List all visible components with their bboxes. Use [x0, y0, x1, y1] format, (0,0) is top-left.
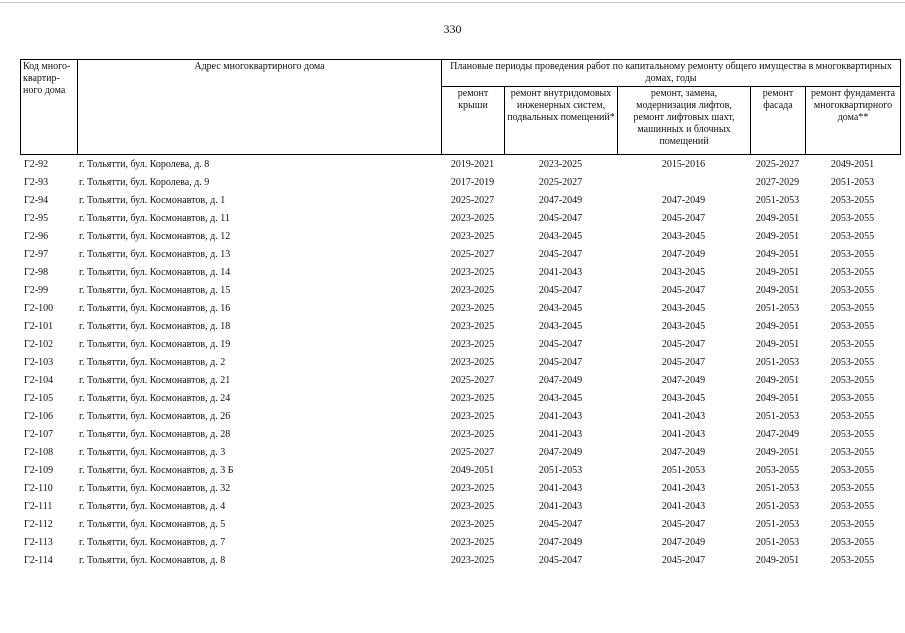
row-address: г. Тольятти, бул. Космонавтов, д. 32 — [79, 482, 231, 494]
row-roof: 2023-2025 — [450, 338, 495, 350]
header-facade: ремонт фасада — [751, 87, 806, 155]
row-facade: 2049-2051 — [755, 212, 800, 224]
row-address: г. Тольятти, бул. Космонавтов, д. 2 — [79, 356, 226, 368]
row-roof: 2025-2027 — [450, 194, 495, 206]
row-foundation: 2049-2051 — [830, 158, 875, 170]
row-address: г. Тольятти, бул. Космонавтов, д. 24 — [79, 392, 231, 404]
row-code: Г2-101 — [24, 320, 54, 332]
table-row — [20, 371, 900, 389]
row-facade: 2025-2027 — [755, 158, 800, 170]
page-number: 330 — [443, 22, 462, 36]
row-engineering: 2043-2045 — [538, 230, 583, 242]
row-foundation: 2053-2055 — [830, 554, 875, 566]
row-code: Г2-104 — [24, 374, 54, 386]
header-lifts: ремонт, замена, модернизация лифтов, ремонт лифтовых шахт, машинных и блочных помещений — [618, 87, 751, 155]
row-lifts: 2041-2043 — [661, 482, 706, 494]
table-row — [20, 155, 900, 173]
row-engineering: 2043-2045 — [538, 302, 583, 314]
row-code: Г2-103 — [24, 356, 54, 368]
row-lifts: 2043-2045 — [661, 320, 706, 332]
data-table — [20, 155, 900, 569]
table-row — [20, 209, 900, 227]
table-row — [20, 443, 900, 461]
row-engineering: 2045-2047 — [538, 284, 583, 296]
row-roof: 2023-2025 — [450, 356, 495, 368]
row-address: г. Тольятти, бул. Космонавтов, д. 26 — [79, 410, 231, 422]
row-foundation: 2053-2055 — [830, 248, 875, 260]
row-roof: 2023-2025 — [450, 428, 495, 440]
table-row — [20, 335, 900, 353]
table-row — [20, 263, 900, 281]
row-lifts: 2041-2043 — [661, 410, 706, 422]
row-address: г. Тольятти, бул. Космонавтов, д. 19 — [79, 338, 231, 350]
row-facade: 2049-2051 — [755, 248, 800, 260]
row-address: г. Тольятти, бул. Космонавтов, д. 1 — [79, 194, 226, 206]
row-engineering: 2047-2049 — [538, 374, 583, 386]
row-foundation: 2053-2055 — [830, 338, 875, 350]
row-foundation: 2053-2055 — [830, 284, 875, 296]
row-lifts: 2015-2016 — [661, 158, 706, 170]
row-address: г. Тольятти, бул. Космонавтов, д. 18 — [79, 320, 231, 332]
row-lifts: 2043-2045 — [661, 302, 706, 314]
row-address: г. Тольятти, бул. Космонавтов, д. 3 Б — [79, 464, 234, 476]
table-row — [20, 353, 900, 371]
row-code: Г2-106 — [24, 410, 54, 422]
row-foundation: 2053-2055 — [830, 392, 875, 404]
row-address: г. Тольятти, бул. Космонавтов, д. 13 — [79, 248, 231, 260]
row-roof: 2023-2025 — [450, 266, 495, 278]
table-row — [20, 425, 900, 443]
row-roof: 2025-2027 — [450, 248, 495, 260]
row-foundation: 2053-2055 — [830, 500, 875, 512]
row-foundation: 2053-2055 — [830, 464, 875, 476]
row-foundation: 2053-2055 — [830, 374, 875, 386]
row-engineering: 2045-2047 — [538, 212, 583, 224]
row-address: г. Тольятти, бул. Космонавтов, д. 5 — [79, 518, 226, 530]
table-row — [20, 497, 900, 515]
row-code: Г2-107 — [24, 428, 54, 440]
row-roof: 2019-2021 — [450, 158, 495, 170]
row-address: г. Тольятти, бул. Космонавтов, д. 21 — [79, 374, 231, 386]
row-roof: 2023-2025 — [450, 536, 495, 548]
row-roof: 2023-2025 — [450, 518, 495, 530]
row-foundation: 2053-2055 — [830, 194, 875, 206]
row-roof: 2023-2025 — [450, 230, 495, 242]
row-facade: 2049-2051 — [755, 320, 800, 332]
row-code: Г2-108 — [24, 446, 54, 458]
table-row — [20, 407, 900, 425]
row-roof: 2023-2025 — [450, 212, 495, 224]
row-foundation: 2053-2055 — [830, 428, 875, 440]
row-foundation: 2053-2055 — [830, 446, 875, 458]
table-row — [20, 461, 900, 479]
row-roof: 2023-2025 — [450, 284, 495, 296]
row-foundation: 2053-2055 — [830, 410, 875, 422]
row-code: Г2-110 — [24, 482, 53, 494]
row-code: Г2-94 — [24, 194, 49, 206]
row-lifts: 2047-2049 — [661, 536, 706, 548]
row-facade: 2047-2049 — [755, 428, 800, 440]
row-engineering: 2043-2045 — [538, 392, 583, 404]
row-engineering: 2045-2047 — [538, 356, 583, 368]
row-foundation: 2053-2055 — [830, 266, 875, 278]
row-roof: 2023-2025 — [450, 410, 495, 422]
row-code: Г2-96 — [24, 230, 49, 242]
row-roof: 2025-2027 — [450, 446, 495, 458]
header-code: Код много-квартир-ного дома — [21, 60, 78, 155]
page-top-edge — [0, 2, 905, 3]
table-row — [20, 515, 900, 533]
row-code: Г2-98 — [24, 266, 49, 278]
row-roof: 2023-2025 — [450, 554, 495, 566]
row-lifts: 2045-2047 — [661, 356, 706, 368]
row-lifts: 2041-2043 — [661, 500, 706, 512]
row-facade: 2051-2053 — [755, 194, 800, 206]
row-roof: 2023-2025 — [450, 320, 495, 332]
row-facade: 2049-2051 — [755, 284, 800, 296]
row-foundation: 2053-2055 — [830, 302, 875, 314]
row-code: Г2-112 — [24, 518, 53, 530]
row-address: г. Тольятти, бул. Космонавтов, д. 7 — [79, 536, 226, 548]
table-row — [20, 533, 900, 551]
row-facade: 2051-2053 — [755, 500, 800, 512]
row-facade: 2051-2053 — [755, 302, 800, 314]
header-address: Адрес многоквартирного дома — [78, 60, 442, 155]
row-foundation: 2051-2053 — [830, 176, 875, 188]
header-engineering: ремонт внутридомовых инженерных систем, подвальных помещений* — [505, 87, 618, 155]
row-engineering: 2041-2043 — [538, 500, 583, 512]
row-roof: 2023-2025 — [450, 500, 495, 512]
table-header — [20, 59, 901, 155]
row-engineering: 2041-2043 — [538, 482, 583, 494]
row-engineering: 2045-2047 — [538, 554, 583, 566]
row-code: Г2-99 — [24, 284, 49, 296]
row-facade: 2051-2053 — [755, 482, 800, 494]
row-lifts: 2045-2047 — [661, 284, 706, 296]
row-facade: 2049-2051 — [755, 446, 800, 458]
row-code: Г2-92 — [24, 158, 49, 170]
row-lifts: 2047-2049 — [661, 446, 706, 458]
row-foundation: 2053-2055 — [830, 212, 875, 224]
row-engineering: 2043-2045 — [538, 320, 583, 332]
row-code: Г2-113 — [24, 536, 53, 548]
row-engineering: 2051-2053 — [538, 464, 583, 476]
row-lifts: 2051-2053 — [661, 464, 706, 476]
row-address: г. Тольятти, бул. Космонавтов, д. 16 — [79, 302, 231, 314]
table-row — [20, 245, 900, 263]
row-engineering: 2045-2047 — [538, 338, 583, 350]
row-address: г. Тольятти, бул. Космонавтов, д. 3 — [79, 446, 226, 458]
table-row — [20, 389, 900, 407]
row-engineering: 2041-2043 — [538, 410, 583, 422]
table-row — [20, 191, 900, 209]
row-address: г. Тольятти, бул. Космонавтов, д. 11 — [79, 212, 230, 224]
row-address: г. Тольятти, бул. Королева, д. 9 — [79, 176, 210, 188]
table-row — [20, 551, 900, 569]
row-roof: 2017-2019 — [450, 176, 495, 188]
row-engineering: 2047-2049 — [538, 194, 583, 206]
row-code: Г2-111 — [24, 500, 53, 512]
row-address: г. Тольятти, бул. Космонавтов, д. 8 — [79, 554, 226, 566]
row-roof: 2025-2027 — [450, 374, 495, 386]
row-facade: 2049-2051 — [755, 554, 800, 566]
row-lifts: 2047-2049 — [661, 248, 706, 260]
row-lifts: 2047-2049 — [661, 194, 706, 206]
row-facade: 2053-2055 — [755, 464, 800, 476]
row-foundation: 2053-2055 — [830, 356, 875, 368]
row-facade: 2049-2051 — [755, 266, 800, 278]
header-periods: Плановые периоды проведения работ по капитальному ремонту общего имущества в многоквартирных домах, годы — [442, 60, 901, 87]
row-lifts: 2045-2047 — [661, 212, 706, 224]
row-foundation: 2053-2055 — [830, 518, 875, 530]
row-lifts — [617, 173, 750, 191]
row-roof: 2023-2025 — [450, 482, 495, 494]
row-engineering: 2047-2049 — [538, 446, 583, 458]
row-engineering: 2041-2043 — [538, 428, 583, 440]
row-address: г. Тольятти, бул. Космонавтов, д. 4 — [79, 500, 226, 512]
table-row — [20, 317, 900, 335]
row-address: г. Тольятти, бул. Космонавтов, д. 12 — [79, 230, 231, 242]
row-facade: 2049-2051 — [755, 338, 800, 350]
row-engineering: 2045-2047 — [538, 248, 583, 260]
header-foundation: ремонт фундамента многоквартирного дома** — [806, 87, 901, 155]
header-roof: ремонт крыши — [442, 87, 505, 155]
row-facade: 2049-2051 — [755, 374, 800, 386]
row-lifts: 2043-2045 — [661, 392, 706, 404]
row-facade: 2049-2051 — [755, 392, 800, 404]
row-facade: 2051-2053 — [755, 410, 800, 422]
row-address: г. Тольятти, бул. Космонавтов, д. 15 — [79, 284, 231, 296]
row-code: Г2-95 — [24, 212, 49, 224]
row-engineering: 2045-2047 — [538, 518, 583, 530]
row-engineering: 2023-2025 — [538, 158, 583, 170]
row-lifts: 2043-2045 — [661, 230, 706, 242]
row-foundation: 2053-2055 — [830, 536, 875, 548]
row-foundation: 2053-2055 — [830, 482, 875, 494]
row-lifts: 2045-2047 — [661, 554, 706, 566]
row-lifts: 2045-2047 — [661, 338, 706, 350]
table-row — [20, 281, 900, 299]
row-code: Г2-114 — [24, 554, 53, 566]
row-code: Г2-97 — [24, 248, 49, 260]
row-address: г. Тольятти, бул. Королева, д. 8 — [79, 158, 210, 170]
row-lifts: 2043-2045 — [661, 266, 706, 278]
table-row — [20, 173, 900, 191]
row-code: Г2-109 — [24, 464, 54, 476]
row-address: г. Тольятти, бул. Космонавтов, д. 28 — [79, 428, 231, 440]
row-facade: 2049-2051 — [755, 230, 800, 242]
row-code: Г2-102 — [24, 338, 54, 350]
row-facade: 2027-2029 — [755, 176, 800, 188]
row-facade: 2051-2053 — [755, 536, 800, 548]
table-row — [20, 479, 900, 497]
row-lifts: 2045-2047 — [661, 518, 706, 530]
row-code: Г2-100 — [24, 302, 54, 314]
row-code: Г2-93 — [24, 176, 49, 188]
row-engineering: 2041-2043 — [538, 266, 583, 278]
row-address: г. Тольятти, бул. Космонавтов, д. 14 — [79, 266, 231, 278]
row-foundation: 2053-2055 — [830, 320, 875, 332]
row-engineering: 2047-2049 — [538, 536, 583, 548]
row-facade: 2051-2053 — [755, 518, 800, 530]
row-roof: 2049-2051 — [450, 464, 495, 476]
row-code: Г2-105 — [24, 392, 54, 404]
row-roof: 2023-2025 — [450, 302, 495, 314]
table-row — [20, 227, 900, 245]
row-engineering: 2025-2027 — [538, 176, 583, 188]
row-roof: 2023-2025 — [450, 392, 495, 404]
table-row — [20, 299, 900, 317]
row-facade: 2051-2053 — [755, 356, 800, 368]
row-foundation: 2053-2055 — [830, 230, 875, 242]
row-lifts: 2041-2043 — [661, 428, 706, 440]
row-lifts: 2047-2049 — [661, 374, 706, 386]
